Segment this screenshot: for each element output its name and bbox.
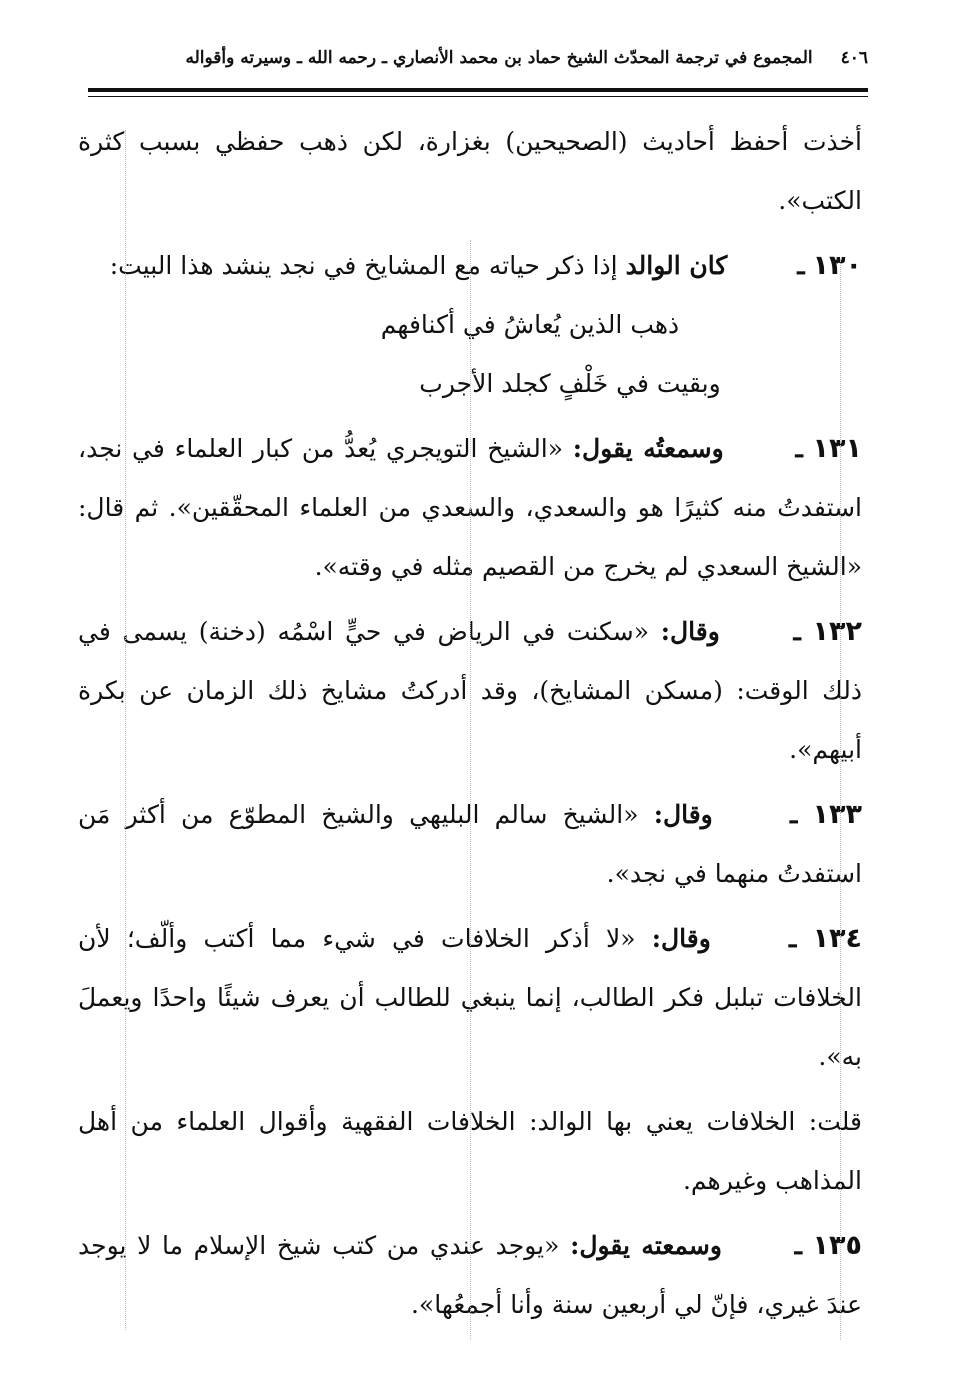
entry-lead: وقال: [653,800,713,829]
entry-number: ١٣٠ [812,250,862,281]
entry-text: «سكنت في الرياض في حيٍّ اسْمُه (دخنة) يسمى في ذلك الوقت: (مسكن المشايخ)، وقد أدركتُ مشايخ ذلك الزمان عن بكرة أبيهم». [78,617,862,764]
entry-text: «الشيخ التويجري يُعدُّ من كبار العلماء في نجد، استفدتُ منه كثيرًا هو والسعدي، والسعدي من العلماء المحقّقين». ثم قال: «الشيخ السعدي لم يخرج من القصيم مثله في وقته». [78,434,862,581]
entry-text: «لا أذكر الخلافات في شيء مما أكتب وألّف؛ لأن الخلافات تبلبل فكر الطالب، إنما ينبغي للطالب أن يعرف شيئًا واحدًا ويعملَ به». [78,924,862,1071]
scan-artifact-line [840,260,842,1340]
entry-lead: وسمعته يقول: [570,1231,722,1260]
poem-verse-2: وبقيت في خَلْفٍ كجلد الأجرب [419,369,721,398]
note-text: قلت: الخلافات يعني بها الوالد: الخلافات الفقهية وأقوال العلماء من أهل المذاهب وغيرهم. [78,1107,862,1195]
running-title: المجموع في ترجمة المحدّث الشيخ حماد بن محمد الأنصاري ـ رحمه الله ـ وسيرته وأقواله [185,48,813,68]
entry-number: ١٣٢ [812,616,862,647]
entry-number: ١٣٥ [812,1230,862,1261]
page-number: ٤٠٦ [840,48,868,68]
header-rule-thin [88,96,868,97]
header-rule-thick [88,88,868,92]
running-header [85,40,868,76]
entry-text: إذا ذكر حياته مع المشايخ في نجد ينشد هذا البيت: [109,251,618,280]
entry-dash: ـ [794,1231,802,1260]
entry-lead: وسمعتُه يقول: [572,434,724,463]
continued-text: أخذت أحفظ أحاديث (الصحيحين) بغزارة، لكن ذهب حفظي بسبب كثرة الكتب». [78,127,862,215]
continued-paragraph [78,112,862,230]
poem-verse-1: ذهب الذين يُعاشُ في أكنافهم [380,310,680,339]
scan-artifact-line [125,130,127,1330]
entry-number: ١٣٤ [812,923,863,954]
entry-lead: كان الوالد [625,251,728,280]
entry-text: «الشيخ سالم البليهي والشيخ المطوّع من أكثر مَن استفدتُ منهما في نجد». [78,800,862,888]
entry-dash: ـ [789,800,798,829]
scan-artifact-line [470,240,472,1340]
entry-number: ١٣٣ [812,799,862,830]
entry-dash: ـ [795,434,803,463]
entry-dash: ـ [797,251,805,280]
entry-number: ١٣١ [812,433,862,464]
entry-lead: وقال: [651,924,711,953]
entry-text: «يوجد عندي من كتب شيخ الإسلام ما لا يوجد عندَ غيري، فإنّ لي أربعين سنة وأنا أجمعُها». [78,1231,862,1319]
entry-dash: ـ [793,617,801,646]
entry-dash: ـ [789,924,797,953]
entry-lead: وقال: [660,617,720,646]
